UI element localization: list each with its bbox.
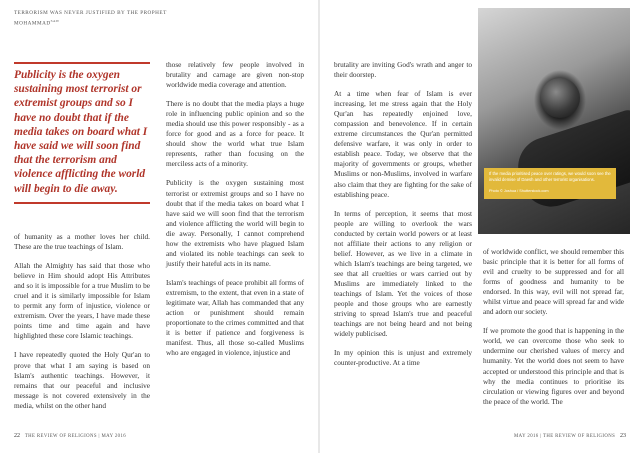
page-number-left: 22 [14, 433, 20, 439]
text-column-2 [166, 60, 304, 367]
running-head [14, 9, 184, 28]
running-head-suffix: SAW [50, 19, 60, 23]
text-column-1 [14, 232, 150, 420]
paragraph: of worldwide conflict, we should remember this basic principle that it is better for all forms of evil and cruelty to be suppressed and for all forms of goodness and humanity to be endorsed. In this way, evil will not spread far, whilst virtue and peace will spread far and wide and adorn our society. [483, 247, 624, 317]
photo-caption [484, 168, 616, 199]
paragraph: If we promote the good that is happening in the world, we can overcome those who seek to undermine our cherished values of mercy and humanity. Yet the world does not seem to have accepted or understood this principle and that is why the media continues to prioritise its circulation or viewing figures over and beyond the peace of the world. The [483, 326, 624, 406]
microphone-icon [540, 78, 580, 118]
footer-right [514, 433, 626, 439]
text-column-3 [334, 60, 472, 377]
caption-text: If the media prioritised peace over ratings, we would soon see the invalid demise of Daesh and other terrorist organisations. [489, 171, 611, 183]
paragraph: In terms of perception, it seems that most people are willing to overlook the wars conducted by certain world powers or at least not affiliate their actions to any religion or belief. However, as we live in a climate in which Islam's teachings are being targeted, we see that all cruelties or wars carried out by Muslims are immediately linked to the teachings of Islam. Yet the voices of those people and those groups who are earnestly striving to spread Islam's true and peaceful teachings are not being heard and not being widely publicised. [334, 208, 472, 339]
paragraph: Publicity is the oxygen sustaining most terrorist or extremist groups and so I have no doubt that if the media takes on board what I have said we will soon find that the terrorism and violence afflicting the world will begin to die away. Personally, I cannot comprehend how the extremists who have plagued Islam and violated its noble teachings can seek to justify their hateful acts in its name. [166, 178, 304, 268]
running-head-text: TERRORISM WAS NEVER JUSTIFIED BY THE PROPHET MOHAMMAD [14, 10, 167, 27]
footer-left [14, 433, 126, 439]
footer-left-text: THE REVIEW OF RELIGIONS | MAY 2016 [24, 434, 127, 439]
paragraph: At a time when fear of Islam is ever increasing, let me stress again that the Holy Qur'an has repeatedly enjoined love, compassion and benevolence. If in certain extreme circumstances the Qur'an permitted defensive warfare, it was only in order to establish peace. Today, we observe that the majority of governments or groups, whether Muslims or non-Muslims, involved in warfare also claim that they are fighting for the sake of establishing peace. [334, 89, 472, 199]
footer-right-text: MAY 2016 | THE REVIEW OF RELIGIONS [514, 434, 616, 439]
page-gutter [318, 0, 320, 453]
text-column-4 [483, 247, 624, 416]
paragraph: Islam's teachings of peace prohibit all forms of extremism, to the extent, that even in a state of legitimate war, Allah has commanded that any action or punishment should remain proportionate to the crimes committed and that it is better if patience and forgiveness is manifest. Thus, all those so-called Muslims who are engaged in violence, injustice and [166, 277, 304, 358]
microphone-photo [478, 8, 630, 234]
paragraph: There is no doubt that the media plays a huge role in influencing public opinion and so the media should use this power responsibly - as a force for good and as a force for peace. It should show the world what true Islam represents, rather than focusing on the merciless acts of a minority. [166, 99, 304, 169]
paragraph: of humanity as a mother loves her child. These are the true teachings of Islam. [14, 232, 150, 252]
paragraph: I have repeatedly quoted the Holy Qur'an to prove that what I am saying is based on Islam's authentic teachings. However, it remains that our peaceful and inclusive message is not covered extensively in the media, whilst on the other hand [14, 350, 150, 410]
paragraph: Allah the Almighty has said that those who believe in Him should adopt His Attributes and so it is impossible for a true Muslim to be cruel and it is similarly impossible for Islam to permit any form of injustice, violence or extremism. Over the years, I have made these points time and time again and have highlighted these core Islamic teachings. [14, 261, 150, 341]
page-number-right: 23 [620, 433, 626, 439]
photo-credit: Photo © Joshua / Shutterstock.com [489, 189, 549, 194]
paragraph: brutality are inviting God's wrath and anger to their doorstep. [334, 60, 472, 80]
paragraph: In my opinion this is unjust and extremely counter-productive. At a time [334, 348, 472, 368]
pull-quote: Publicity is the oxygen sustaining most terrorist or extremist groups and so I have no doubt that if the media takes on board what I have said we will soon find that the terrorism and violence afflicting the world will begin to die away. [14, 62, 150, 204]
paragraph: those relatively few people involved in brutality and carnage are given non-stop worldwide media coverage and attention. [166, 60, 304, 90]
